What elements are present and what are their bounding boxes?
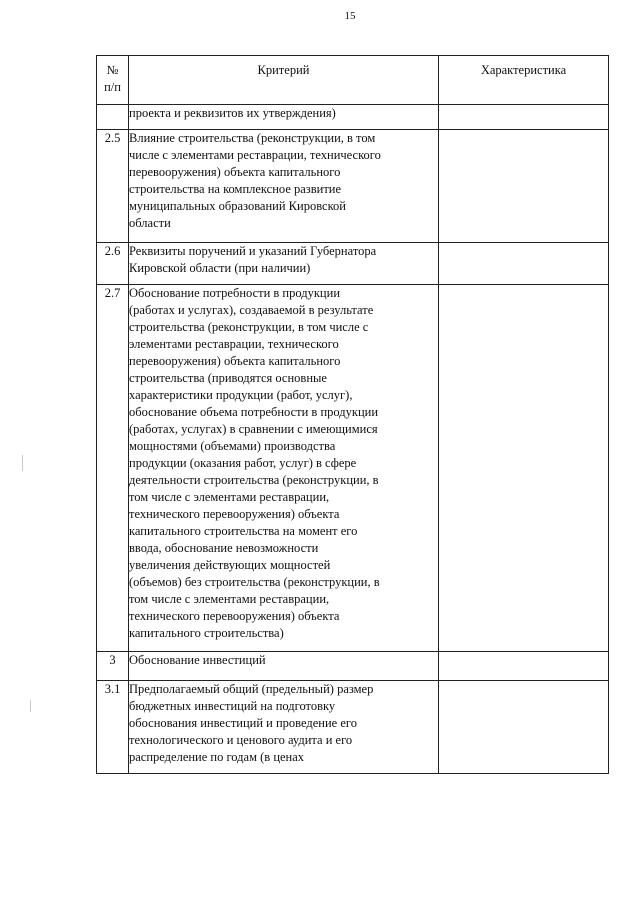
header-characteristic: Характеристика — [439, 56, 609, 105]
row-criterion: проекта и реквизитов их утверждения) — [129, 105, 439, 130]
row-criterion: Реквизиты поручений и указаний Губернатора Кировской области (при наличии) — [129, 243, 439, 285]
header-criterion: Критерий — [129, 56, 439, 105]
table-row — [97, 652, 609, 681]
row-characteristic — [439, 105, 609, 130]
row-number: 2.7 — [97, 285, 129, 652]
header-num-line1: № — [106, 63, 119, 77]
scan-mark-left — [22, 455, 23, 471]
row-characteristic — [439, 243, 609, 285]
table-row — [97, 681, 609, 774]
page-number: 15 — [344, 10, 356, 22]
table-row — [97, 130, 609, 243]
row-criterion: Предполагаемый общий (предельный) размер бюджетных инвестиций на подготовку обоснования инвестиций и проведение его технологического и ценового аудита и его распределение по годам (в ценах — [129, 681, 439, 774]
row-characteristic — [439, 130, 609, 243]
scan-mark-left-lower — [30, 700, 31, 712]
row-criterion: Влияние строительства (реконструкции, в том числе с элементами реставрации, технического перевооружения) объекта капитального строительства на комплексное развитие муниципальных образований Кировской области — [129, 130, 439, 243]
header-num — [97, 56, 129, 105]
table-header-row — [97, 56, 609, 105]
row-number: 2.5 — [97, 130, 129, 243]
row-number: 3 — [97, 652, 129, 681]
table-row — [97, 105, 609, 130]
criteria-table — [96, 55, 609, 774]
row-criterion: Обоснование инвестиций — [129, 652, 439, 681]
row-characteristic — [439, 285, 609, 652]
row-characteristic — [439, 681, 609, 774]
table-row — [97, 243, 609, 285]
row-criterion: Обоснование потребности в продукции (работах и услугах), создаваемой в результате строительства (реконструкции, в том числе с элементами реставрации, технического перевооружения) объекта капитального строительства (приводятся основные характеристики продукции (работ, услуг), обоснование объема потребности в продукции (работах, услугах) в сравнении с имеющимися мощностями (объемами) производства продукции (оказания работ, услуг) в сфере деятельности строительства (реконструкции, в том числе с элементами реставрации, технического перевооружения) объекта капитального строительства на момент его ввода, обоснование невозможности увеличения действующих мощностей (объемов) без строительства (реконструкции, в том числе с элементами реставрации, технического перевооружения) объекта капитального строительства) — [129, 285, 439, 652]
header-num-line2: п/п — [104, 80, 121, 94]
table-row — [97, 285, 609, 652]
row-characteristic — [439, 652, 609, 681]
row-number: 3.1 — [97, 681, 129, 774]
row-number: 2.6 — [97, 243, 129, 285]
row-number — [97, 105, 129, 130]
